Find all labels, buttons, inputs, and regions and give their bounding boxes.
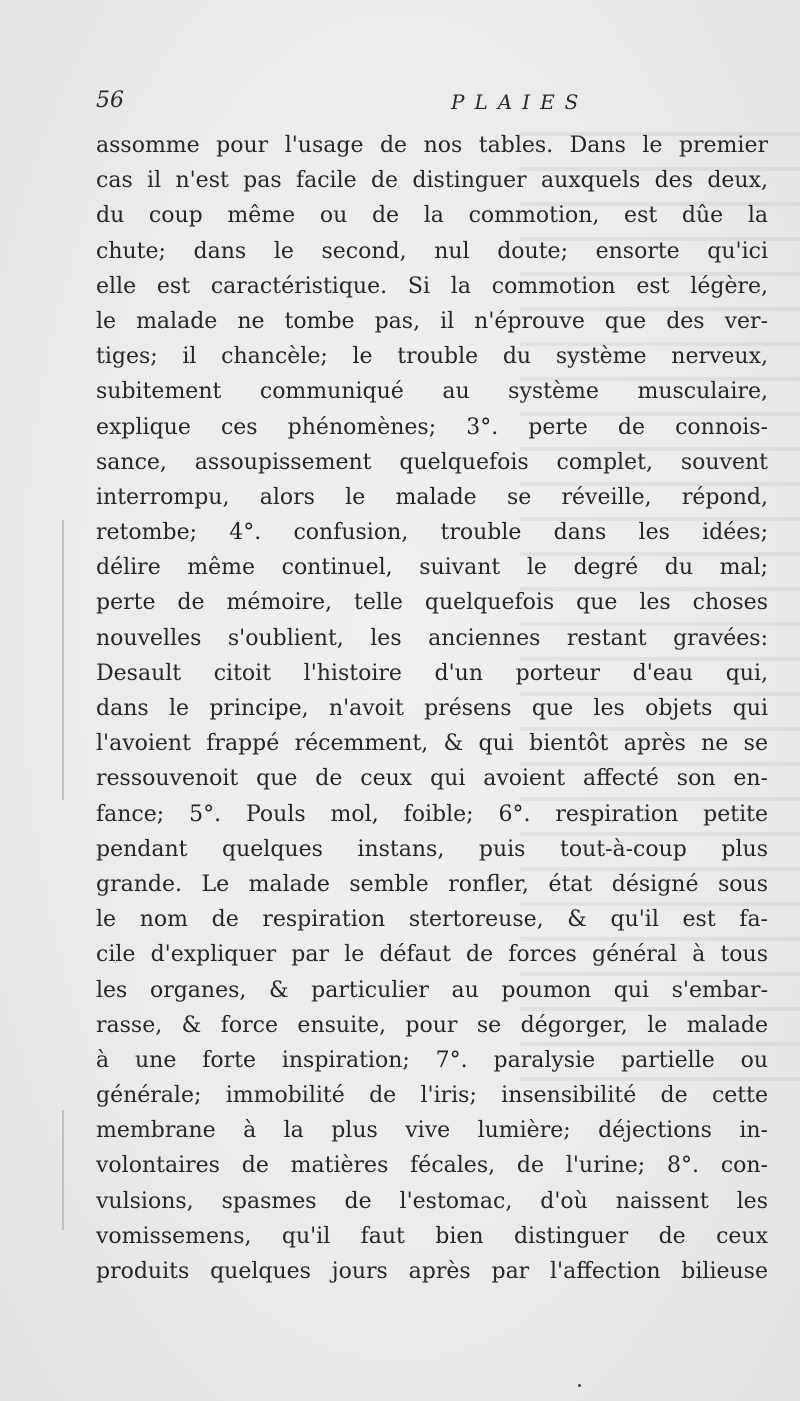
running-head: PLAIES	[451, 90, 589, 114]
text-line: grande. Le malade semble ronfler, état désigné sous	[96, 871, 768, 897]
text-line: nouvelles s'oublient, les anciennes restant gravées:	[96, 625, 768, 651]
text-line: à une forte inspiration; 7°. paralysie partielle ou	[96, 1047, 768, 1073]
text-line: délire même continuel, suivant le degré du mal;	[96, 555, 768, 581]
text-line: dans le principe, n'avoit présens que les objets qui	[96, 696, 768, 721]
text-line: interrompu, alors le malade se réveille, répond,	[96, 484, 768, 510]
text-line: perte de mémoire, telle quelquefois que les choses	[96, 590, 768, 616]
margin-pencil-mark	[62, 1110, 64, 1230]
text-line: pendant quelques instans, puis tout-à-coup plus	[96, 836, 768, 862]
page-header	[96, 88, 768, 118]
text-line: chute; dans le second, nul doute; ensorte qu'ici	[96, 238, 768, 264]
text-line: cile d'expliquer par le défaut de forces général à tous	[96, 942, 768, 968]
text-line: explique ces phénomènes; 3°. perte de connois-	[96, 414, 768, 440]
body-text	[96, 128, 768, 1289]
margin-pencil-mark	[62, 520, 64, 800]
text-line: du coup même ou de la commotion, est dûe la	[96, 203, 768, 229]
text-line: le malade ne tombe pas, il n'éprouve que des ver-	[96, 308, 768, 334]
text-line: vomissemens, qu'il faut bien distinguer de ceux	[96, 1223, 768, 1249]
text-line: assomme pour l'usage de nos tables. Dans le premier	[96, 133, 768, 158]
text-line: vulsions, spasmes de l'estomac, d'où naissent les	[96, 1188, 768, 1214]
text-line: ressouvenoit que de ceux qui avoient affecté son en-	[96, 766, 768, 792]
text-line: fance; 5°. Pouls mol, foible; 6°. respiration petite	[96, 801, 768, 827]
text-line: rasse, & force ensuite, pour se dégorger, le malade	[96, 1012, 768, 1038]
text-line: membrane à la plus vive lumière; déjections in-	[96, 1118, 768, 1144]
text-line: retombe; 4°. confusion, trouble dans les idées;	[96, 520, 768, 546]
text-line: générale; immobilité de l'iris; insensibilité de cette	[96, 1083, 768, 1109]
text-line: cas il n'est pas facile de distinguer auxquels des deux,	[96, 168, 768, 194]
text-line: produits quelques jours après par l'affection bilieuse	[96, 1259, 768, 1284]
text-line: volontaires de matières fécales, de l'urine; 8°. con-	[96, 1153, 768, 1179]
text-line: elle est caractéristique. Si la commotion est légère,	[96, 273, 768, 299]
text-line: tiges; il chancèle; le trouble du système nerveux,	[96, 344, 768, 370]
text-line: le nom de respiration stertoreuse, & qu'il est fa-	[96, 907, 768, 933]
page-number: 56	[96, 88, 124, 113]
text-line: sance, assoupissement quelquefois complet, souvent	[96, 449, 768, 475]
text-line: Desault citoit l'histoire d'un porteur d'eau qui,	[96, 660, 768, 686]
text-line: l'avoient frappé récemment, & qui bientôt après ne se	[96, 731, 768, 757]
text-line: subitement communiqué au système musculaire,	[96, 379, 768, 405]
text-line: les organes, & particulier au poumon qui s'embar-	[96, 977, 768, 1003]
print-speck	[578, 1384, 581, 1387]
